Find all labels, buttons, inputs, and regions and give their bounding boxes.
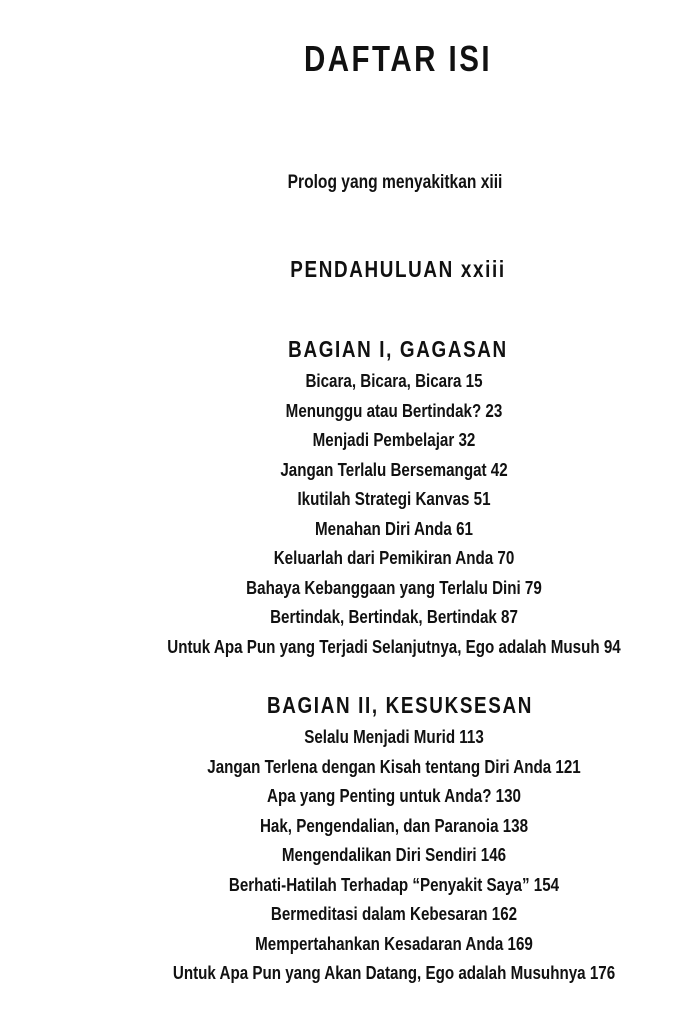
- toc-entry-prolog: Prolog yang menyakitkan xiii: [287, 172, 503, 193]
- toc-entry: Bicara, Bicara, Bicara 15: [305, 370, 483, 391]
- toc-entry: Ikutilah Strategi Kanvas 51: [297, 488, 491, 509]
- toc-entry-introduction: PENDAHULUAN xxiii: [290, 256, 506, 282]
- toc-entry: Untuk Apa Pun yang Akan Datang, Ego adalah Musuhnya 176: [172, 962, 616, 983]
- toc-entry: Bahaya Kebanggaan yang Terlalu Dini 79: [246, 576, 542, 598]
- toc-entry: Menunggu atau Bertindak? 23: [285, 399, 503, 421]
- toc-entry: Apa yang Penting untuk Anda? 130: [267, 785, 521, 806]
- toc-entry: Keluarlah dari Pemikiran Anda 70: [273, 547, 515, 568]
- toc-entry: Mengendalikan Diri Sendiri 146: [281, 844, 507, 865]
- toc-entry: Bermeditasi dalam Kebesaran 162: [270, 903, 518, 924]
- toc-entry: Jangan Terlalu Bersemangat 42: [280, 458, 508, 480]
- toc-entry: Jangan Terlena dengan Kisah tentang Diri Anda 121: [207, 755, 581, 777]
- toc-entry: Hak, Pengendalian, dan Paranoia 138: [259, 814, 529, 836]
- toc-entry: Mempertahankan Kesadaran Anda 169: [255, 932, 533, 954]
- part-1-heading: BAGIAN I, GAGASAN: [288, 336, 508, 362]
- toc-entry: Selalu Menjadi Murid 113: [304, 726, 484, 747]
- toc-entry: Menahan Diri Anda 61: [315, 517, 473, 539]
- part-2-entry-list: [44, 722, 700, 988]
- part-1-entry-list: [44, 366, 700, 661]
- toc-entry: Berhati-Hatilah Terhadap “Penyakit Saya” 154: [228, 873, 560, 895]
- toc-entry: Bertindak, Bertindak, Bertindak 87: [270, 606, 518, 627]
- part-2-heading: BAGIAN II, KESUKSESAN: [266, 692, 534, 718]
- toc-entry: Untuk Apa Pun yang Terjadi Selanjutnya, Ego adalah Musuh 94: [167, 635, 621, 657]
- toc-entry: Menjadi Pembelajar 32: [312, 429, 476, 450]
- page-title: DAFTAR ISI: [303, 38, 493, 79]
